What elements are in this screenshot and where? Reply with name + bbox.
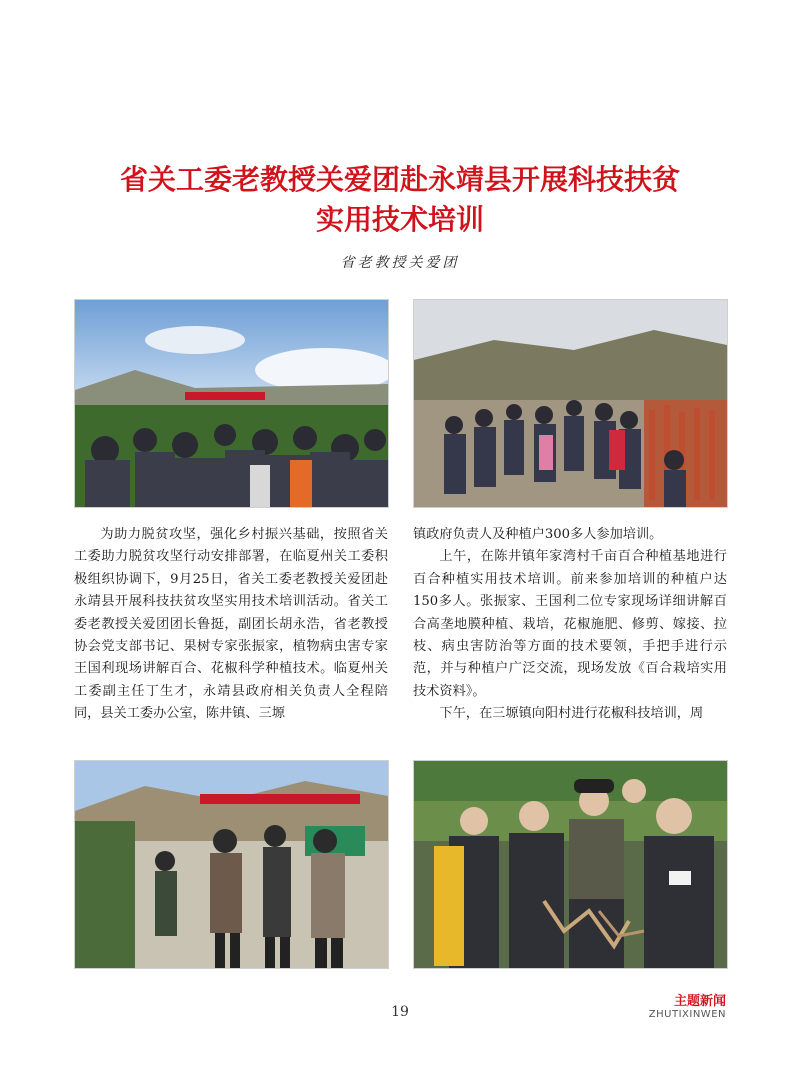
section-label [649,990,726,1020]
photo-orchard-visit [74,760,389,969]
paragraph-intro: 为助力脱贫攻坚，强化乡村振兴基础，按照省关工委助力脱贫攻坚行动安排部署，在临夏州关工委积极组织协调下，9月25日，省关工委老教授关爱团赴永靖县开展科技扶贫攻坚实用技术培训活动。省关工委老教授关爱团团长鲁挺，副团长胡永浩，省老教授协会党支部书记、果树专家张振家，植物病虫害专家王国利现场讲解百合、花椒科学种植技术。临夏州关工委副主任丁生才，永靖县政府相关负责人全程陪同，县关工委办公室，陈井镇、三塬 [74,527,388,722]
paragraph-morning: 上午，在陈井镇年家湾村千亩百合种植基地进行百合种植实用技术培训。前来参加培训的种植户达150多人。张振家、王国利二位专家现场详细讲解百合高垄地膜种植、栽培，花椒施肥、修剪、嫁接、拉枝、病虫害防治等方面的技术要领，手把手进行示范，并与种植户广泛交流，现场发放《百合栽培实用技术资料》。 [413,549,727,699]
photo-crowd-farm [413,299,728,508]
photo-crowd-field [74,299,389,508]
byline: 省老教授关爱团 [340,255,460,271]
article-column-right [413,524,727,726]
article-column-left [74,524,388,726]
article-title [60,160,740,240]
title-line-2: 实用技术培训 [315,203,484,236]
pepper-inspection-photo-icon [414,761,727,968]
crowd-farm-photo-icon [414,300,727,507]
title-line-1: 省关工委老教授关爱团赴永靖县开展科技扶贫 [119,163,680,196]
section-name: 主题新闻 [673,994,726,1009]
crowd-field-photo-icon [75,300,388,507]
section-pinyin: ZHUTIXINWEN [648,1009,726,1020]
photo-pepper-inspection [413,760,728,969]
page-number: 19 [391,1004,409,1020]
paragraph-continuation: 镇政府负责人及种植户300多人参加培训。 [413,527,663,542]
paragraph-afternoon: 下午，在三塬镇向阳村进行花椒科技培训，周 [439,706,704,722]
orchard-visit-photo-icon [75,761,388,968]
